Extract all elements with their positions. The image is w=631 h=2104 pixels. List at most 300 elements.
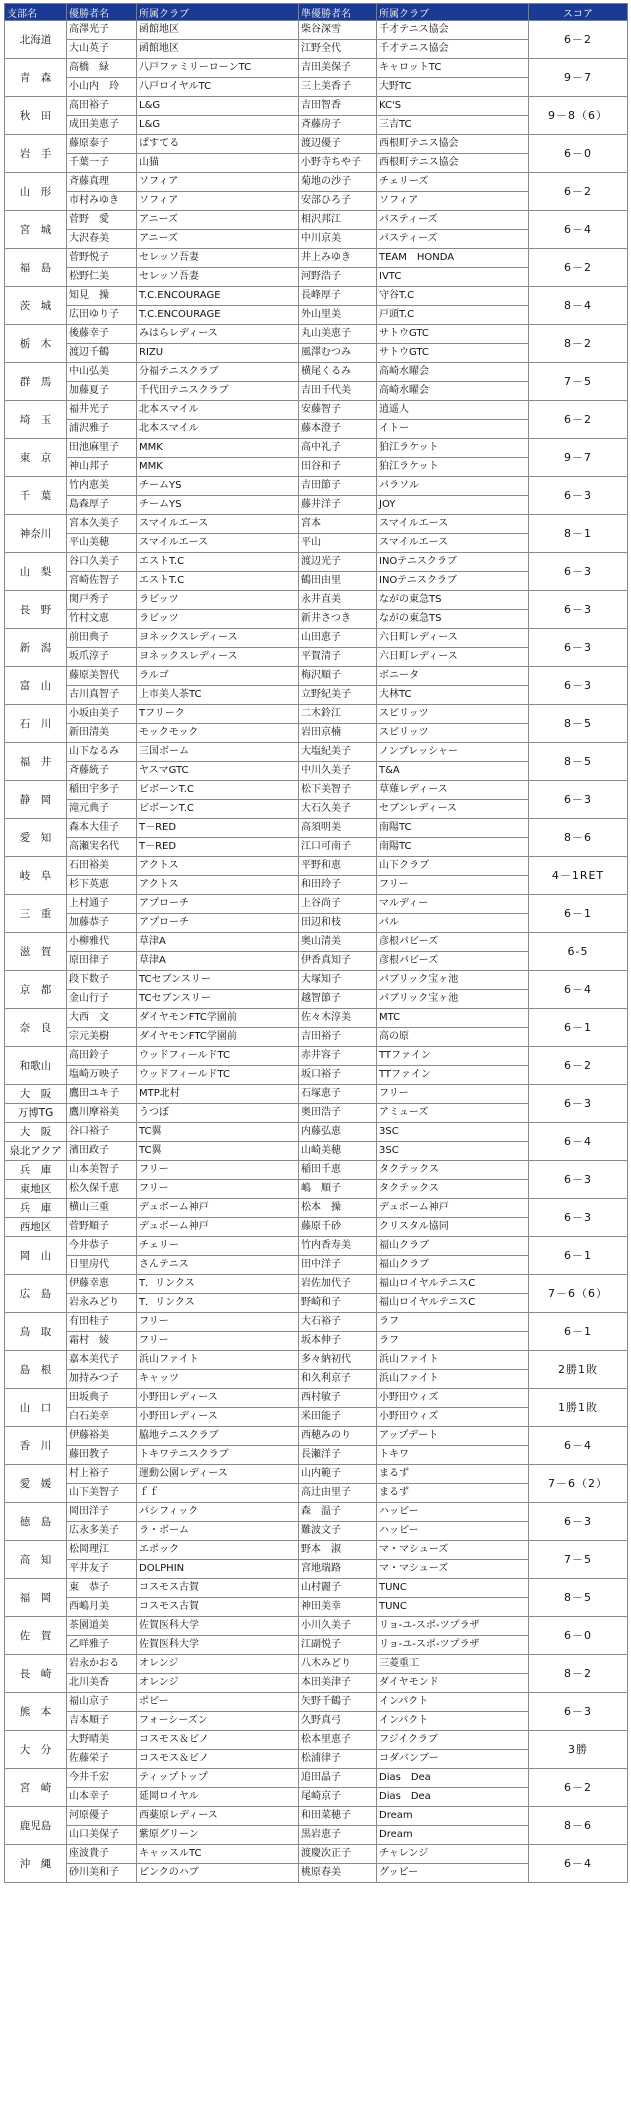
runnerup-club: 浜山ファイト [377, 1370, 529, 1389]
winner-name: 霜村 綾 [67, 1332, 137, 1351]
runnerup-club: 浜山ファイト [377, 1351, 529, 1370]
runnerup-name: 渡慶次正子 [299, 1845, 377, 1864]
result-row [5, 629, 628, 648]
winner-name: 高田裕子 [67, 97, 137, 116]
winner-name: 嘉本美代子 [67, 1351, 137, 1370]
winner-club: 佐賀医科大学 [137, 1617, 299, 1636]
winner-name: 関戸秀子 [67, 591, 137, 610]
winner-club: 分福テニスクラブ [137, 363, 299, 382]
winner-name: 谷口久美子 [67, 553, 137, 572]
runnerup-name: 岩田京楠 [299, 724, 377, 743]
winner-name: 藤原美智代 [67, 667, 137, 686]
runnerup-club: KC'S [377, 97, 529, 116]
runnerup-name: 渡辺優子 [299, 135, 377, 154]
runnerup-club: ハッピー [377, 1503, 529, 1522]
winner-name: 乙咩雅子 [67, 1636, 137, 1655]
score-cell: 6－2 [529, 249, 628, 287]
runnerup-club: INOテニスクラブ [377, 572, 529, 591]
runnerup-club: 3SC [377, 1142, 529, 1161]
result-row [5, 971, 628, 990]
score-cell: 8－2 [529, 325, 628, 363]
result-row [5, 591, 628, 610]
branch-name: 岐 阜 [5, 857, 67, 895]
runnerup-club: Dream [377, 1826, 529, 1845]
results-body [5, 21, 628, 1883]
winner-club: スマイルエース [137, 534, 299, 553]
winner-name: 日里房代 [67, 1256, 137, 1275]
runnerup-club: Dias Dea [377, 1769, 529, 1788]
result-row [5, 1617, 628, 1636]
winner-name: 吉本順子 [67, 1712, 137, 1731]
winner-name: 松野仁美 [67, 268, 137, 287]
winner-club: セレッソ吾妻 [137, 268, 299, 287]
winner-club: ヨネックスレディース [137, 629, 299, 648]
score-cell: 6－4 [529, 1427, 628, 1465]
runnerup-name: 安部ひろ子 [299, 192, 377, 211]
runnerup-name: 柴谷深雪 [299, 21, 377, 40]
runnerup-name: 松浦律子 [299, 1750, 377, 1769]
runnerup-club: タクテックス [377, 1161, 529, 1180]
result-row [5, 21, 628, 40]
winner-name: 広永多美子 [67, 1522, 137, 1541]
winner-name: 小山内 玲 [67, 78, 137, 97]
winner-club: TCセブンスリー [137, 990, 299, 1009]
score-cell: 6－2 [529, 173, 628, 211]
winner-club: T－RED [137, 819, 299, 838]
runnerup-name: 山崎美穂 [299, 1142, 377, 1161]
result-row [5, 743, 628, 762]
winner-name: 今井千宏 [67, 1769, 137, 1788]
winner-club: アプローチ [137, 895, 299, 914]
branch-name: 山 口 [5, 1389, 67, 1427]
runnerup-name: 和田玲子 [299, 876, 377, 895]
runnerup-name: 外山里美 [299, 306, 377, 325]
runnerup-name: 中川久美子 [299, 762, 377, 781]
runnerup-club: パスティーズ [377, 211, 529, 230]
runnerup-name: 江野全代 [299, 40, 377, 59]
winner-club: ｆｆ [137, 1484, 299, 1503]
runnerup-name: 松本 操 [299, 1199, 377, 1218]
runnerup-name: 高中礼子 [299, 439, 377, 458]
score-cell: 6－4 [529, 1845, 628, 1883]
runnerup-name: 赤井容子 [299, 1047, 377, 1066]
winner-name: 浦沢雅子 [67, 420, 137, 439]
runnerup-club: ハッピー [377, 1522, 529, 1541]
result-row [5, 1389, 628, 1408]
winner-club: RIZU [137, 344, 299, 363]
winner-club: 北本スマイル [137, 401, 299, 420]
runnerup-club: スピリッツ [377, 705, 529, 724]
winner-name: 岩永みどり [67, 1294, 137, 1313]
winner-club: MMK [137, 458, 299, 477]
runnerup-name: 鶴田由里 [299, 572, 377, 591]
runnerup-name: 和田菜穂子 [299, 1807, 377, 1826]
winner-name: 松久保千恵 [67, 1180, 137, 1199]
result-row [5, 97, 628, 116]
winner-name: 菅野 愛 [67, 211, 137, 230]
runnerup-name: 風澤むつみ [299, 344, 377, 363]
winner-club: 西薬原レディース [137, 1807, 299, 1826]
winner-club: ウッドフィールドTC [137, 1047, 299, 1066]
winner-club: オレンジ [137, 1655, 299, 1674]
runnerup-club: リョ-ユ-スポ-ツプラザ [377, 1617, 529, 1636]
branch-name: 鹿児島 [5, 1807, 67, 1845]
result-row [5, 477, 628, 496]
winner-club: 紫原グリーン [137, 1826, 299, 1845]
runnerup-club: 六日町レディース [377, 629, 529, 648]
winner-name: 有田桂子 [67, 1313, 137, 1332]
runnerup-name: 平野和恵 [299, 857, 377, 876]
score-cell: 6－3 [529, 1085, 628, 1123]
result-row [5, 895, 628, 914]
runnerup-club: 小野田ウィズ [377, 1408, 529, 1427]
winner-club: 八戸ファミリーローンTC [137, 59, 299, 78]
winner-name: 前田典子 [67, 629, 137, 648]
winner-name: 高橋 緑 [67, 59, 137, 78]
runnerup-name: 新井さつき [299, 610, 377, 629]
runnerup-name: 竹内香寿美 [299, 1237, 377, 1256]
winner-club: コスモス古賀 [137, 1598, 299, 1617]
winner-name: 村上裕子 [67, 1465, 137, 1484]
runnerup-name: 松本里恵子 [299, 1731, 377, 1750]
runnerup-name: 小野寺ちや子 [299, 154, 377, 173]
branch-name: 西地区 [5, 1218, 67, 1237]
runnerup-name: 西村敏子 [299, 1389, 377, 1408]
runnerup-club: マ・マシューズ [377, 1560, 529, 1579]
winner-name: 加藤夏子 [67, 382, 137, 401]
runnerup-club: イトー [377, 420, 529, 439]
winner-club: ダイヤモンFTC学園前 [137, 1028, 299, 1047]
runnerup-club: パブリック宝ヶ池 [377, 971, 529, 990]
winner-club: さんテニス [137, 1256, 299, 1275]
branch-name: 大 分 [5, 1731, 67, 1769]
runnerup-name: 平山 [299, 534, 377, 553]
winner-club: フォーシーズン [137, 1712, 299, 1731]
score-cell: 2勝1敗 [529, 1351, 628, 1389]
winner-club: ウッドフィールドTC [137, 1066, 299, 1085]
branch-name: 香 川 [5, 1427, 67, 1465]
winner-club: 佐賀医科大学 [137, 1636, 299, 1655]
score-cell: 8－4 [529, 287, 628, 325]
score-cell: 6－0 [529, 135, 628, 173]
runnerup-club: 山下クラブ [377, 857, 529, 876]
winner-name: 大山英子 [67, 40, 137, 59]
score-cell: 7－5 [529, 1541, 628, 1579]
runnerup-club: 逍遥人 [377, 401, 529, 420]
runnerup-name: 山田恵子 [299, 629, 377, 648]
result-row [5, 1579, 628, 1598]
score-cell: 8－5 [529, 743, 628, 781]
result-row [5, 1351, 628, 1370]
runnerup-club: ノンプレッシャー [377, 743, 529, 762]
result-row [5, 1123, 628, 1142]
score-cell: 8－1 [529, 515, 628, 553]
runnerup-name: 山内範子 [299, 1465, 377, 1484]
winner-club: キャッツ [137, 1370, 299, 1389]
runnerup-club: 狛江ラケット [377, 458, 529, 477]
result-row [5, 1769, 628, 1788]
winner-name: 田池麻里子 [67, 439, 137, 458]
branch-name: 石 川 [5, 705, 67, 743]
runnerup-name: 越智節子 [299, 990, 377, 1009]
branch-name: 福 島 [5, 249, 67, 287]
runnerup-name: 横尾くるみ [299, 363, 377, 382]
runnerup-name: 久野真弓 [299, 1712, 377, 1731]
score-cell: 6－4 [529, 1123, 628, 1161]
score-cell: 6－3 [529, 667, 628, 705]
runnerup-name: 田谷和子 [299, 458, 377, 477]
result-row [5, 1807, 628, 1826]
winner-name: 斉藤統子 [67, 762, 137, 781]
winner-club: デュボーム神戸 [137, 1218, 299, 1237]
runnerup-name: 江口可南子 [299, 838, 377, 857]
runnerup-name: 佐々木淳美 [299, 1009, 377, 1028]
runnerup-name: 神田美幸 [299, 1598, 377, 1617]
runnerup-club: チェリーズ [377, 173, 529, 192]
score-cell: 9－7 [529, 439, 628, 477]
branch-name: 山 形 [5, 173, 67, 211]
runnerup-name: 西穂みのり [299, 1427, 377, 1446]
runnerup-club: 南陽TC [377, 819, 529, 838]
winner-name: 金山行子 [67, 990, 137, 1009]
winner-name: 高瀬実名代 [67, 838, 137, 857]
winner-club: MTP北村 [137, 1085, 299, 1104]
winner-name: 高田鈴子 [67, 1047, 137, 1066]
winner-club: ラビッツ [137, 591, 299, 610]
runnerup-club: ダイヤモンド [377, 1674, 529, 1693]
runnerup-club: 西根町テニス協会 [377, 154, 529, 173]
runnerup-name: 本田美津子 [299, 1674, 377, 1693]
runnerup-club: インパクト [377, 1693, 529, 1712]
branch-name: 東地区 [5, 1180, 67, 1199]
branch-name: 佐 賀 [5, 1617, 67, 1655]
runnerup-name: 野崎和子 [299, 1294, 377, 1313]
winner-club: チェリー [137, 1237, 299, 1256]
winner-name: 伊藤幸恵 [67, 1275, 137, 1294]
runnerup-club: トキワ [377, 1446, 529, 1465]
branch-name: 広 島 [5, 1275, 67, 1313]
runnerup-name: 高須明美 [299, 819, 377, 838]
winner-club: アプローチ [137, 914, 299, 933]
runnerup-club: スマイルエース [377, 515, 529, 534]
winner-name: 大西 文 [67, 1009, 137, 1028]
winner-club: オレンジ [137, 1674, 299, 1693]
runnerup-club: パル [377, 914, 529, 933]
winner-name: 市村みゆき [67, 192, 137, 211]
score-cell: 9－8（6） [529, 97, 628, 135]
runnerup-name: 難波文子 [299, 1522, 377, 1541]
result-row [5, 781, 628, 800]
score-cell: 6－3 [529, 1693, 628, 1731]
winner-name: 竹内恵美 [67, 477, 137, 496]
runnerup-club: パスティーズ [377, 230, 529, 249]
winner-name: 宮本久美子 [67, 515, 137, 534]
runnerup-club: まるず [377, 1465, 529, 1484]
runnerup-name: 相沢邦江 [299, 211, 377, 230]
runnerup-name: 安藤智子 [299, 401, 377, 420]
branch-name: 徳 島 [5, 1503, 67, 1541]
winner-name: 加持みつ子 [67, 1370, 137, 1389]
winner-name: 山本幸子 [67, 1788, 137, 1807]
runnerup-name: 立野紀美子 [299, 686, 377, 705]
branch-name: 静 岡 [5, 781, 67, 819]
winner-club: ヤスマGTC [137, 762, 299, 781]
runnerup-name: 大石裕子 [299, 1313, 377, 1332]
branch-name: 茨 城 [5, 287, 67, 325]
score-cell: 6－1 [529, 1313, 628, 1351]
branch-name: 新 潟 [5, 629, 67, 667]
winner-club: L&G [137, 116, 299, 135]
result-row [5, 1199, 628, 1218]
runnerup-name: 宮地瑞路 [299, 1560, 377, 1579]
winner-club: トキワテニスクラブ [137, 1446, 299, 1465]
runnerup-club: まるず [377, 1484, 529, 1503]
winner-club: ティップトップ [137, 1769, 299, 1788]
runnerup-club: TTファイン [377, 1066, 529, 1085]
runnerup-club: 南陽TC [377, 838, 529, 857]
result-row [5, 211, 628, 230]
result-row [5, 1731, 628, 1750]
result-row [5, 439, 628, 458]
winner-club: ラ・ボーム [137, 1522, 299, 1541]
result-row [5, 1275, 628, 1294]
runnerup-name: 黒岩恵子 [299, 1826, 377, 1845]
winner-club: ビボーンT.C [137, 781, 299, 800]
runnerup-name: 奥山清美 [299, 933, 377, 952]
runnerup-club: クリスタル協同 [377, 1218, 529, 1237]
runnerup-club: サトウGTC [377, 344, 529, 363]
runnerup-name: 森 温子 [299, 1503, 377, 1522]
winner-name: 平山美穂 [67, 534, 137, 553]
winner-club: T－RED [137, 838, 299, 857]
runnerup-name: 矢野千鶴子 [299, 1693, 377, 1712]
runnerup-club: MTC [377, 1009, 529, 1028]
runnerup-club: パブリック宝ヶ池 [377, 990, 529, 1009]
winner-name: 田坂典子 [67, 1389, 137, 1408]
runnerup-club: 草薙レディース [377, 781, 529, 800]
result-row [5, 173, 628, 192]
header-runnerup-club: 所属クラブ [377, 4, 529, 21]
result-row [5, 667, 628, 686]
runnerup-club: TEAM HONDA [377, 249, 529, 268]
runnerup-name: 二木鈴江 [299, 705, 377, 724]
runnerup-name: 嶋 順子 [299, 1180, 377, 1199]
score-cell: 6－3 [529, 1161, 628, 1199]
winner-name: 河原優子 [67, 1807, 137, 1826]
winner-club: スマイルエース [137, 515, 299, 534]
runnerup-name: 宮本 [299, 515, 377, 534]
winner-club: コスモス＆ビノ [137, 1750, 299, 1769]
runnerup-name: 松下美智子 [299, 781, 377, 800]
winner-club: ヨネックスレディース [137, 648, 299, 667]
winner-club: 上市美人茶TC [137, 686, 299, 705]
runnerup-name: 中川京美 [299, 230, 377, 249]
winner-name: 東 恭子 [67, 1579, 137, 1598]
winner-club: フリー [137, 1313, 299, 1332]
runnerup-club: JOY [377, 496, 529, 515]
runnerup-name: 吉田美保子 [299, 59, 377, 78]
winner-club: みはらレディース [137, 325, 299, 344]
winner-club: T.C.ENCOURAGE [137, 287, 299, 306]
score-cell: 4－1RET [529, 857, 628, 895]
branch-name: 三 重 [5, 895, 67, 933]
branch-name: 大 阪 [5, 1123, 67, 1142]
winner-name: 上村通子 [67, 895, 137, 914]
score-cell: 6－1 [529, 1009, 628, 1047]
runnerup-name: 藤本澄子 [299, 420, 377, 439]
winner-name: 後藤幸子 [67, 325, 137, 344]
winner-club: 函館地区 [137, 40, 299, 59]
branch-name: 埼 玉 [5, 401, 67, 439]
runnerup-club: タクテックス [377, 1180, 529, 1199]
runnerup-club: 大野TC [377, 78, 529, 97]
result-row [5, 1047, 628, 1066]
runnerup-club: 彦根パビーズ [377, 952, 529, 971]
winner-name: 濱田政子 [67, 1142, 137, 1161]
runnerup-club: IVTC [377, 268, 529, 287]
winner-name: 北川美香 [67, 1674, 137, 1693]
runnerup-name: 山村麗子 [299, 1579, 377, 1598]
runnerup-name: 田中洋子 [299, 1256, 377, 1275]
runnerup-name: 長瀬洋子 [299, 1446, 377, 1465]
runnerup-club: 三吉TC [377, 116, 529, 135]
branch-name: 沖 縄 [5, 1845, 67, 1883]
runnerup-club: キャロットTC [377, 59, 529, 78]
runnerup-name: 井上みゆき [299, 249, 377, 268]
winner-club: モックモック [137, 724, 299, 743]
winner-name: 原田律子 [67, 952, 137, 971]
runnerup-name: 渡辺光子 [299, 553, 377, 572]
winner-name: 佐藤栄子 [67, 1750, 137, 1769]
result-row [5, 1845, 628, 1864]
result-row [5, 1503, 628, 1522]
runnerup-club: 高崎水曜会 [377, 363, 529, 382]
runnerup-name: 梅沢順子 [299, 667, 377, 686]
result-row [5, 401, 628, 420]
runnerup-club: 三菱重工 [377, 1655, 529, 1674]
score-cell: 6－4 [529, 211, 628, 249]
score-cell: 6－2 [529, 401, 628, 439]
runnerup-club: フリー [377, 1085, 529, 1104]
runnerup-club: 大林TC [377, 686, 529, 705]
winner-name: 小柳雅代 [67, 933, 137, 952]
winner-name: 鷹田ユキ子 [67, 1085, 137, 1104]
runnerup-name: 多々納初代 [299, 1351, 377, 1370]
branch-name: 岩 手 [5, 135, 67, 173]
winner-club: ダイヤモンFTC学園前 [137, 1009, 299, 1028]
winner-club: DOLPHIN [137, 1560, 299, 1579]
winner-name: 斉藤真理 [67, 173, 137, 192]
winner-club: 運動公園レディース [137, 1465, 299, 1484]
runnerup-name: 八木みどり [299, 1655, 377, 1674]
branch-name: 神奈川 [5, 515, 67, 553]
branch-name: 鳥 取 [5, 1313, 67, 1351]
winner-club: エポック [137, 1541, 299, 1560]
winner-name: 大野晴美 [67, 1731, 137, 1750]
runnerup-name: 追田晶子 [299, 1769, 377, 1788]
runnerup-club: TUNC [377, 1598, 529, 1617]
branch-name: 岡 山 [5, 1237, 67, 1275]
result-row [5, 1693, 628, 1712]
winner-club: 山猫 [137, 154, 299, 173]
runnerup-name: 田辺和枝 [299, 914, 377, 933]
winner-name: 神山邦子 [67, 458, 137, 477]
winner-club: TC翼 [137, 1123, 299, 1142]
winner-club: 函館地区 [137, 21, 299, 40]
winner-name: 藤原泰子 [67, 135, 137, 154]
winner-name: 山口美保子 [67, 1826, 137, 1845]
winner-club: ピンクのハブ [137, 1864, 299, 1883]
